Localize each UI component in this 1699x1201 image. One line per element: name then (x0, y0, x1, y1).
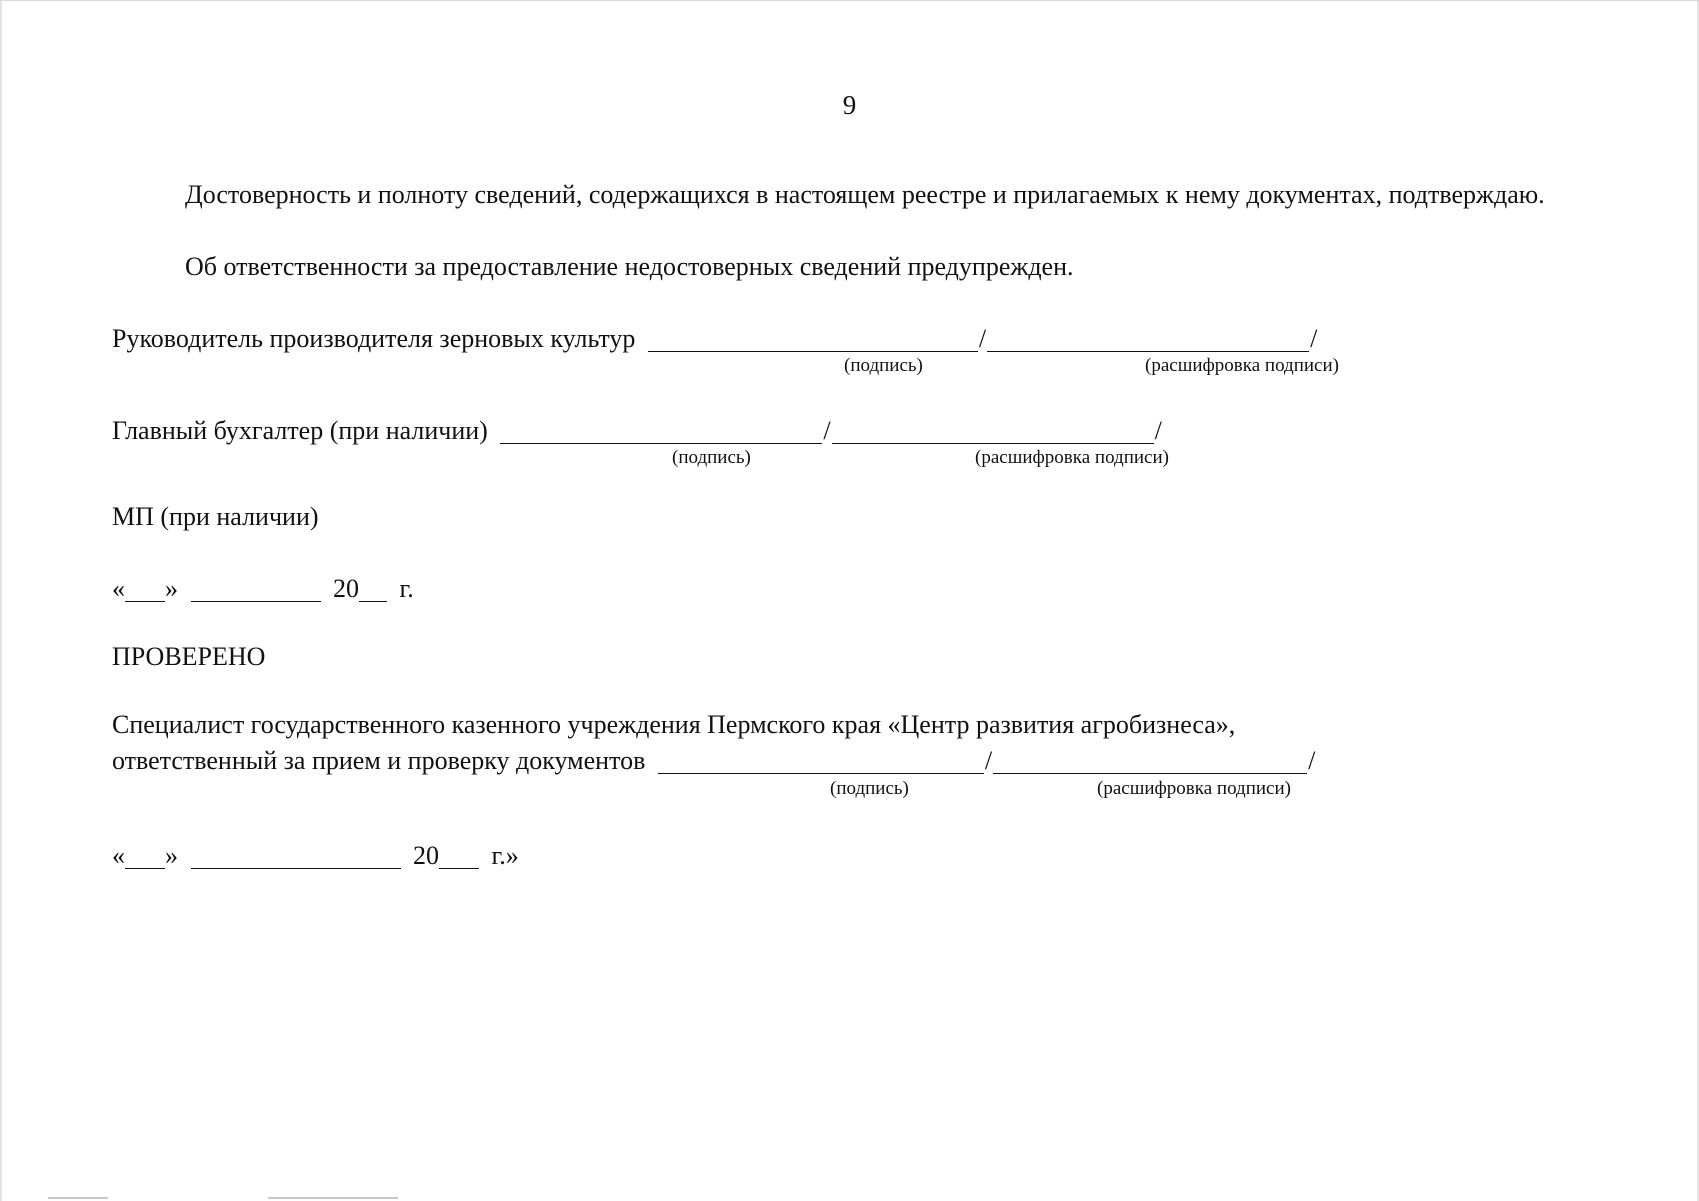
close-quote: » (165, 574, 178, 603)
accountant-signature-caption: (подпись) (672, 447, 751, 468)
paragraph-confirmation: Достоверность и полноту сведений, содержащихся в настоящем реестре и прилагаемых к нему документах, подтверждаю. (185, 180, 1545, 209)
accountant-decode-line (832, 416, 1154, 444)
specialist-signature-line (658, 746, 984, 774)
open-quote: « (112, 841, 125, 870)
page-number: 9 (842, 90, 857, 120)
accountant-signature-label: Главный бухгалтер (при наличии) (112, 416, 488, 445)
year-blank (439, 842, 479, 869)
accountant-signature-line (500, 416, 822, 444)
specialist-signature-label: ответственный за прием и проверку документов (112, 746, 646, 775)
paragraph-responsibility: Об ответственности за предоставление недостоверных сведений предупрежден. (185, 252, 1074, 281)
open-quote: « (112, 574, 125, 603)
specialist-decode-line (993, 746, 1307, 774)
specialist-line-1: Специалист государственного казенного учреждения Пермского края «Центр развития агробизнеса», (112, 710, 1236, 739)
scan-artifact (268, 1197, 398, 1199)
specialist-signature-caption: (подпись) (830, 778, 909, 799)
date-row-1 (112, 571, 414, 607)
head-decode-line (987, 324, 1309, 352)
head-signature-caption: (подпись) (844, 355, 923, 376)
seal-label: МП (при наличии) (112, 502, 319, 531)
separator-slash: / (823, 416, 831, 445)
separator-slash: / (1154, 416, 1162, 445)
checked-label: ПРОВЕРЕНО (112, 642, 266, 671)
accountant-signature-row (112, 413, 1163, 449)
accountant-decode-caption: (расшифровка подписи) (975, 447, 1169, 468)
head-signature-label: Руководитель производителя зерновых культур (112, 324, 636, 353)
separator-slash: / (1308, 746, 1316, 775)
specialist-decode-caption: (расшифровка подписи) (1097, 778, 1291, 799)
head-signature-line (648, 324, 978, 352)
scan-artifact (48, 1197, 108, 1199)
separator-slash: / (978, 324, 987, 353)
separator-slash: / (984, 746, 993, 775)
specialist-signature-row (112, 743, 1316, 779)
close-quote: » (165, 841, 178, 870)
day-blank (125, 575, 165, 602)
year-blank (359, 575, 387, 602)
day-blank (125, 842, 165, 869)
month-blank (191, 575, 321, 602)
year-prefix: 20 (413, 841, 439, 870)
head-signature-row (112, 321, 1318, 357)
month-blank (191, 842, 401, 869)
scan-edge-left (0, 1, 2, 1201)
head-decode-caption: (расшифровка подписи) (1145, 355, 1339, 376)
year-suffix: г.» (491, 841, 519, 870)
separator-slash: / (1310, 324, 1318, 353)
year-suffix: г. (399, 574, 414, 603)
year-prefix: 20 (333, 574, 359, 603)
date-row-2 (112, 838, 519, 874)
